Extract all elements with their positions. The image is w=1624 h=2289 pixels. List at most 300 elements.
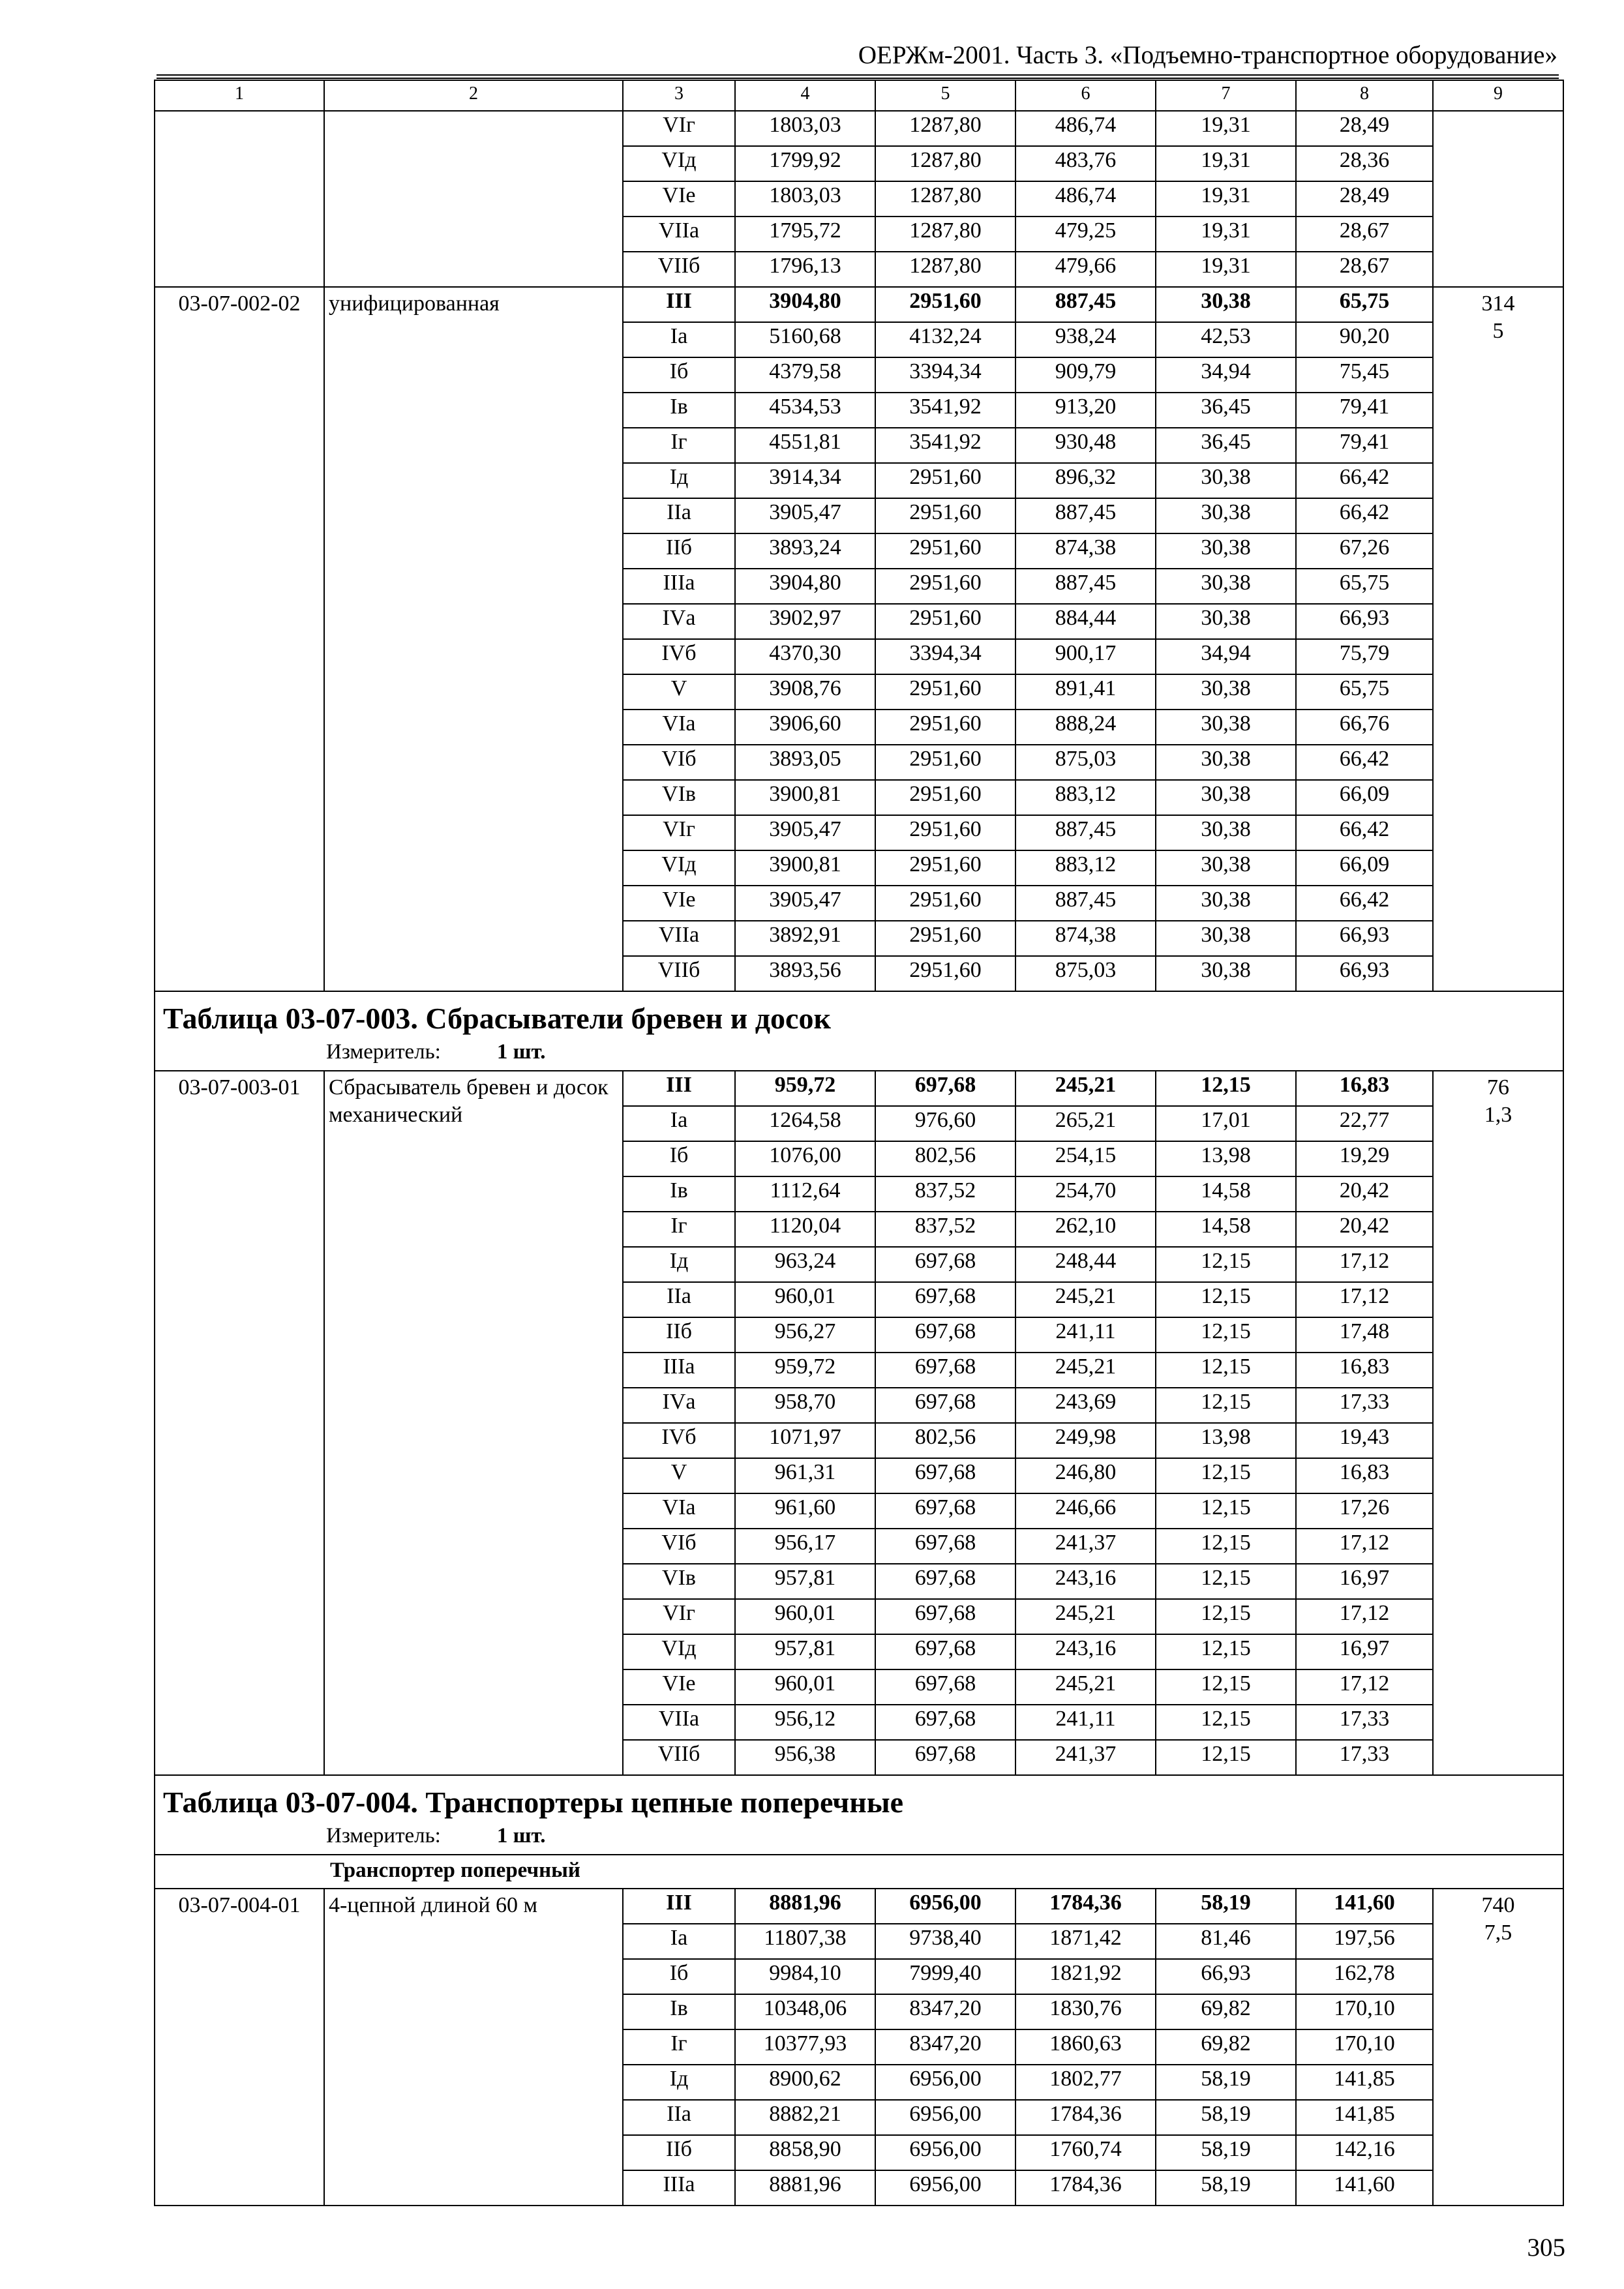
value-cell: 30,38	[1156, 710, 1296, 745]
value-cell: 170,10	[1296, 1994, 1433, 2029]
value-cell: 3893,05	[735, 745, 875, 780]
unit-line	[155, 1038, 1563, 1070]
value-cell: 8882,21	[735, 2100, 875, 2135]
value-cell: 12,15	[1156, 1599, 1296, 1634]
value-cell: 30,38	[1156, 745, 1296, 780]
value-cell: 17,33	[1296, 1740, 1433, 1775]
table-row	[155, 287, 1563, 322]
value-cell: 248,44	[1015, 1247, 1156, 1282]
value-cell: 14,58	[1156, 1212, 1296, 1247]
value-cell: 16,97	[1296, 1564, 1433, 1599]
value-cell: 197,56	[1296, 1924, 1433, 1959]
zone-cell: VIIа	[623, 921, 735, 956]
value-cell: 956,38	[735, 1740, 875, 1775]
column-number-row	[155, 80, 1563, 111]
table-row	[155, 111, 1563, 146]
value-cell: 896,32	[1015, 463, 1156, 498]
value-cell: 10348,06	[735, 1994, 875, 2029]
c9-value: 740	[1481, 1893, 1515, 1917]
c9-cell	[1433, 111, 1563, 287]
value-cell: 802,56	[875, 1141, 1015, 1176]
zone-cell: VIе	[623, 1669, 735, 1705]
c9-value: 1,3	[1484, 1103, 1512, 1127]
zone-cell: IIа	[623, 1282, 735, 1317]
value-cell: 16,83	[1296, 1071, 1433, 1106]
zone-cell: IIб	[623, 1317, 735, 1353]
table-row	[155, 1889, 1563, 1924]
value-cell: 254,70	[1015, 1176, 1156, 1212]
zone-cell: III	[623, 1889, 735, 1924]
value-cell: 90,20	[1296, 322, 1433, 357]
zone-cell: V	[623, 674, 735, 710]
value-cell: 697,68	[875, 1529, 1015, 1564]
value-cell: 13,98	[1156, 1423, 1296, 1458]
value-cell: 28,49	[1296, 111, 1433, 146]
value-cell: 1799,92	[735, 146, 875, 181]
value-cell: 30,38	[1156, 498, 1296, 533]
value-cell: 1076,00	[735, 1141, 875, 1176]
column-number: 2	[324, 80, 623, 111]
zone-cell: VIд	[623, 1634, 735, 1669]
zone-cell: Iа	[623, 1924, 735, 1959]
value-cell: 2951,60	[875, 287, 1015, 322]
value-cell: 12,15	[1156, 1634, 1296, 1669]
subheading-row	[155, 1855, 1563, 1889]
value-cell: 874,38	[1015, 921, 1156, 956]
value-cell: 12,15	[1156, 1740, 1296, 1775]
value-cell: 241,11	[1015, 1705, 1156, 1740]
value-cell: 12,15	[1156, 1317, 1296, 1353]
value-cell: 141,85	[1296, 2065, 1433, 2100]
value-cell: 3904,80	[735, 287, 875, 322]
c9-value: 76	[1487, 1075, 1509, 1100]
value-cell: 956,12	[735, 1705, 875, 1740]
value-cell: 58,19	[1156, 2135, 1296, 2170]
unit-label: Измеритель:	[326, 1824, 441, 1848]
price-table-body	[155, 80, 1563, 2206]
value-cell: 9738,40	[875, 1924, 1015, 1959]
value-cell: 887,45	[1015, 569, 1156, 604]
value-cell: 2951,60	[875, 710, 1015, 745]
value-cell: 1760,74	[1015, 2135, 1156, 2170]
value-cell: 956,27	[735, 1317, 875, 1353]
value-cell: 6956,00	[875, 2065, 1015, 2100]
value-cell: 4370,30	[735, 639, 875, 674]
value-cell: 1784,36	[1015, 2170, 1156, 2206]
value-cell: 3893,24	[735, 533, 875, 569]
value-cell: 30,38	[1156, 533, 1296, 569]
code-cell: 03-07-004-01	[155, 1889, 324, 2206]
c9-cell	[1433, 287, 1563, 991]
c9-cell	[1433, 1889, 1563, 2206]
value-cell: 976,60	[875, 1106, 1015, 1141]
value-cell: 913,20	[1015, 393, 1156, 428]
name-cell: Сбрасыватель бревен и досок механический	[324, 1071, 623, 1775]
value-cell: 887,45	[1015, 886, 1156, 921]
zone-cell: IIIа	[623, 2170, 735, 2206]
zone-cell: IIIа	[623, 569, 735, 604]
unit-label: Измеритель:	[326, 1040, 441, 1064]
value-cell: 8900,62	[735, 2065, 875, 2100]
zone-cell: VIе	[623, 181, 735, 217]
value-cell: 13,98	[1156, 1141, 1296, 1176]
name-cell: 4-цепной длиной 60 м	[324, 1889, 623, 2206]
value-cell: 8881,96	[735, 2170, 875, 2206]
value-cell: 2951,60	[875, 886, 1015, 921]
value-cell: 8881,96	[735, 1889, 875, 1924]
value-cell: 19,31	[1156, 252, 1296, 287]
value-cell: 697,68	[875, 1388, 1015, 1423]
value-cell: 3541,92	[875, 428, 1015, 463]
value-cell: 1796,13	[735, 252, 875, 287]
value-cell: 2951,60	[875, 780, 1015, 815]
value-cell: 22,77	[1296, 1106, 1433, 1141]
value-cell: 79,41	[1296, 393, 1433, 428]
value-cell: 262,10	[1015, 1212, 1156, 1247]
value-cell: 30,38	[1156, 463, 1296, 498]
column-number: 1	[155, 80, 324, 111]
header-rule	[157, 78, 1559, 79]
column-number: 7	[1156, 80, 1296, 111]
value-cell: 241,37	[1015, 1529, 1156, 1564]
value-cell: 66,09	[1296, 780, 1433, 815]
value-cell: 1830,76	[1015, 1994, 1156, 2029]
zone-cell: IIб	[623, 533, 735, 569]
zone-cell: V	[623, 1458, 735, 1493]
value-cell: 34,94	[1156, 357, 1296, 393]
value-cell: 12,15	[1156, 1458, 1296, 1493]
value-cell: 479,66	[1015, 252, 1156, 287]
value-cell: 1112,64	[735, 1176, 875, 1212]
value-cell: 249,98	[1015, 1423, 1156, 1458]
unit-line	[155, 1821, 1563, 1854]
value-cell: 837,52	[875, 1212, 1015, 1247]
table-title: Таблица 03-07-004. Транспортеры цепные поперечные	[163, 1786, 904, 1819]
value-cell: 1264,58	[735, 1106, 875, 1141]
value-cell: 1287,80	[875, 252, 1015, 287]
column-number: 4	[735, 80, 875, 111]
value-cell: 16,97	[1296, 1634, 1433, 1669]
value-cell: 2951,60	[875, 569, 1015, 604]
value-cell: 883,12	[1015, 850, 1156, 886]
value-cell: 12,15	[1156, 1529, 1296, 1564]
value-cell: 875,03	[1015, 745, 1156, 780]
value-cell: 958,70	[735, 1388, 875, 1423]
c9-cell	[1433, 1071, 1563, 1775]
value-cell: 243,16	[1015, 1634, 1156, 1669]
value-cell: 887,45	[1015, 815, 1156, 850]
header-rule	[157, 74, 1559, 76]
value-cell: 7999,40	[875, 1959, 1015, 1994]
value-cell: 66,93	[1296, 921, 1433, 956]
value-cell: 479,25	[1015, 217, 1156, 252]
value-cell: 930,48	[1015, 428, 1156, 463]
column-number: 5	[875, 80, 1015, 111]
value-cell: 17,48	[1296, 1317, 1433, 1353]
value-cell: 19,31	[1156, 146, 1296, 181]
value-cell: 875,03	[1015, 956, 1156, 991]
zone-cell: VIа	[623, 1493, 735, 1529]
zone-cell: VIIб	[623, 252, 735, 287]
value-cell: 245,21	[1015, 1353, 1156, 1388]
value-cell: 697,68	[875, 1493, 1015, 1529]
zone-cell: VIб	[623, 1529, 735, 1564]
zone-cell: III	[623, 1071, 735, 1106]
value-cell: 697,68	[875, 1599, 1015, 1634]
value-cell: 5160,68	[735, 322, 875, 357]
value-cell: 697,68	[875, 1669, 1015, 1705]
value-cell: 12,15	[1156, 1353, 1296, 1388]
zone-cell: VIIа	[623, 217, 735, 252]
zone-cell: VIа	[623, 710, 735, 745]
zone-cell: VIг	[623, 815, 735, 850]
value-cell: 3905,47	[735, 815, 875, 850]
value-cell: 4551,81	[735, 428, 875, 463]
value-cell: 30,38	[1156, 921, 1296, 956]
value-cell: 938,24	[1015, 322, 1156, 357]
value-cell: 486,74	[1015, 111, 1156, 146]
value-cell: 17,12	[1296, 1669, 1433, 1705]
value-cell: 245,21	[1015, 1071, 1156, 1106]
value-cell: 75,45	[1296, 357, 1433, 393]
value-cell: 65,75	[1296, 287, 1433, 322]
column-number: 6	[1015, 80, 1156, 111]
column-number: 8	[1296, 80, 1433, 111]
value-cell: 3541,92	[875, 393, 1015, 428]
value-cell: 3904,80	[735, 569, 875, 604]
value-cell: 20,42	[1296, 1176, 1433, 1212]
value-cell: 17,12	[1296, 1529, 1433, 1564]
zone-cell: IVб	[623, 639, 735, 674]
value-cell: 66,42	[1296, 463, 1433, 498]
value-cell: 243,16	[1015, 1564, 1156, 1599]
zone-cell: IIIа	[623, 1353, 735, 1388]
value-cell: 2951,60	[875, 850, 1015, 886]
value-cell: 142,16	[1296, 2135, 1433, 2170]
value-cell: 697,68	[875, 1317, 1015, 1353]
value-cell: 246,66	[1015, 1493, 1156, 1529]
value-cell: 66,93	[1296, 956, 1433, 991]
value-cell: 3893,56	[735, 956, 875, 991]
value-cell: 1795,72	[735, 217, 875, 252]
zone-cell: VIг	[623, 1599, 735, 1634]
value-cell: 245,21	[1015, 1599, 1156, 1634]
value-cell: 12,15	[1156, 1247, 1296, 1282]
value-cell: 30,38	[1156, 674, 1296, 710]
value-cell: 1287,80	[875, 111, 1015, 146]
value-cell: 66,93	[1296, 604, 1433, 639]
section-heading-row	[155, 991, 1563, 1071]
value-cell: 483,76	[1015, 146, 1156, 181]
value-cell: 961,31	[735, 1458, 875, 1493]
zone-cell: IIб	[623, 2135, 735, 2170]
value-cell: 888,24	[1015, 710, 1156, 745]
value-cell: 66,93	[1156, 1959, 1296, 1994]
value-cell: 42,53	[1156, 322, 1296, 357]
value-cell: 960,01	[735, 1599, 875, 1634]
zone-cell: Iг	[623, 2029, 735, 2065]
value-cell: 141,60	[1296, 1889, 1433, 1924]
value-cell: 3905,47	[735, 498, 875, 533]
value-cell: 12,15	[1156, 1669, 1296, 1705]
zone-cell: Iа	[623, 322, 735, 357]
value-cell: 3908,76	[735, 674, 875, 710]
value-cell: 66,42	[1296, 498, 1433, 533]
value-cell: 245,21	[1015, 1282, 1156, 1317]
zone-cell: VIв	[623, 1564, 735, 1599]
zone-cell: Iб	[623, 1959, 735, 1994]
value-cell: 802,56	[875, 1423, 1015, 1458]
value-cell: 1287,80	[875, 181, 1015, 217]
value-cell: 2951,60	[875, 745, 1015, 780]
value-cell: 1802,77	[1015, 2065, 1156, 2100]
value-cell: 17,33	[1296, 1705, 1433, 1740]
value-cell: 30,38	[1156, 287, 1296, 322]
zone-cell: Iв	[623, 393, 735, 428]
code-cell	[155, 111, 324, 287]
section-heading-row	[155, 1775, 1563, 1855]
value-cell: 12,15	[1156, 1493, 1296, 1529]
value-cell: 19,43	[1296, 1423, 1433, 1458]
value-cell: 30,38	[1156, 604, 1296, 639]
value-cell: 75,79	[1296, 639, 1433, 674]
value-cell: 2951,60	[875, 533, 1015, 569]
value-cell: 66,09	[1296, 850, 1433, 886]
section-heading	[155, 991, 1563, 1071]
column-number: 3	[623, 80, 735, 111]
value-cell: 16,83	[1296, 1458, 1433, 1493]
value-cell: 66,76	[1296, 710, 1433, 745]
value-cell: 12,15	[1156, 1705, 1296, 1740]
value-cell: 241,11	[1015, 1317, 1156, 1353]
zone-cell: IVа	[623, 1388, 735, 1423]
value-cell: 697,68	[875, 1740, 1015, 1775]
value-cell: 9984,10	[735, 1959, 875, 1994]
value-cell: 17,12	[1296, 1247, 1433, 1282]
value-cell: 16,83	[1296, 1353, 1433, 1388]
value-cell: 884,44	[1015, 604, 1156, 639]
value-cell: 957,81	[735, 1564, 875, 1599]
value-cell: 58,19	[1156, 2100, 1296, 2135]
value-cell: 2951,60	[875, 956, 1015, 991]
value-cell: 11807,38	[735, 1924, 875, 1959]
zone-cell: VIв	[623, 780, 735, 815]
value-cell: 1821,92	[1015, 1959, 1156, 1994]
value-cell: 697,68	[875, 1458, 1015, 1493]
value-cell: 3394,34	[875, 639, 1015, 674]
zone-cell: VIIа	[623, 1705, 735, 1740]
value-cell: 486,74	[1015, 181, 1156, 217]
zone-cell: Iг	[623, 428, 735, 463]
page-number: 305	[1527, 2234, 1565, 2262]
value-cell: 1784,36	[1015, 2100, 1156, 2135]
value-cell: 162,78	[1296, 1959, 1433, 1994]
value-cell: 697,68	[875, 1634, 1015, 1669]
zone-cell: Iг	[623, 1212, 735, 1247]
value-cell: 20,42	[1296, 1212, 1433, 1247]
value-cell: 697,68	[875, 1282, 1015, 1317]
value-cell: 697,68	[875, 1247, 1015, 1282]
zone-cell: III	[623, 287, 735, 322]
value-cell: 65,75	[1296, 569, 1433, 604]
value-cell: 887,45	[1015, 287, 1156, 322]
value-cell: 891,41	[1015, 674, 1156, 710]
value-cell: 3914,34	[735, 463, 875, 498]
zone-cell: Iд	[623, 2065, 735, 2100]
value-cell: 30,38	[1156, 850, 1296, 886]
unit-value: 1 шт.	[496, 1824, 546, 1848]
column-number: 9	[1433, 80, 1563, 111]
value-cell: 79,41	[1296, 428, 1433, 463]
code-cell: 03-07-003-01	[155, 1071, 324, 1775]
zone-cell: Iв	[623, 1994, 735, 2029]
value-cell: 2951,60	[875, 604, 1015, 639]
zone-cell: Iа	[623, 1106, 735, 1141]
value-cell: 28,36	[1296, 146, 1433, 181]
value-cell: 245,21	[1015, 1669, 1156, 1705]
value-cell: 12,15	[1156, 1388, 1296, 1423]
value-cell: 1784,36	[1015, 1889, 1156, 1924]
value-cell: 69,82	[1156, 1994, 1296, 2029]
value-cell: 1871,42	[1015, 1924, 1156, 1959]
value-cell: 254,15	[1015, 1141, 1156, 1176]
zone-cell: VIд	[623, 850, 735, 886]
c9-value: 314	[1481, 292, 1515, 316]
value-cell: 837,52	[875, 1176, 1015, 1212]
value-cell: 1071,97	[735, 1423, 875, 1458]
value-cell: 4379,58	[735, 357, 875, 393]
value-cell: 2951,60	[875, 815, 1015, 850]
value-cell: 28,67	[1296, 217, 1433, 252]
value-cell: 957,81	[735, 1634, 875, 1669]
value-cell: 1120,04	[735, 1212, 875, 1247]
value-cell: 19,31	[1156, 111, 1296, 146]
value-cell: 30,38	[1156, 780, 1296, 815]
value-cell: 30,38	[1156, 815, 1296, 850]
value-cell: 30,38	[1156, 569, 1296, 604]
value-cell: 1803,03	[735, 181, 875, 217]
header-title: ОЕРЖм-2001. Часть 3. «Подъемно-транспортное оборудование»	[858, 41, 1557, 69]
value-cell: 36,45	[1156, 428, 1296, 463]
value-cell: 58,19	[1156, 1889, 1296, 1924]
zone-cell: VIIб	[623, 956, 735, 991]
value-cell: 961,60	[735, 1493, 875, 1529]
value-cell: 2951,60	[875, 498, 1015, 533]
value-cell: 58,19	[1156, 2170, 1296, 2206]
value-cell: 141,60	[1296, 2170, 1433, 2206]
zone-cell: IVа	[623, 604, 735, 639]
value-cell: 66,42	[1296, 815, 1433, 850]
zone-cell: Iв	[623, 1176, 735, 1212]
value-cell: 3394,34	[875, 357, 1015, 393]
value-cell: 874,38	[1015, 533, 1156, 569]
value-cell: 697,68	[875, 1353, 1015, 1388]
section-heading	[155, 1775, 1563, 1855]
value-cell: 8858,90	[735, 2135, 875, 2170]
zone-cell: VIг	[623, 111, 735, 146]
value-cell: 960,01	[735, 1669, 875, 1705]
price-table	[154, 80, 1564, 2206]
value-cell: 3892,91	[735, 921, 875, 956]
value-cell: 30,38	[1156, 956, 1296, 991]
value-cell: 697,68	[875, 1071, 1015, 1106]
value-cell: 69,82	[1156, 2029, 1296, 2065]
value-cell: 58,19	[1156, 2065, 1296, 2100]
c9-value: 5	[1492, 319, 1504, 343]
value-cell: 14,58	[1156, 1176, 1296, 1212]
value-cell: 66,42	[1296, 886, 1433, 921]
value-cell: 959,72	[735, 1353, 875, 1388]
